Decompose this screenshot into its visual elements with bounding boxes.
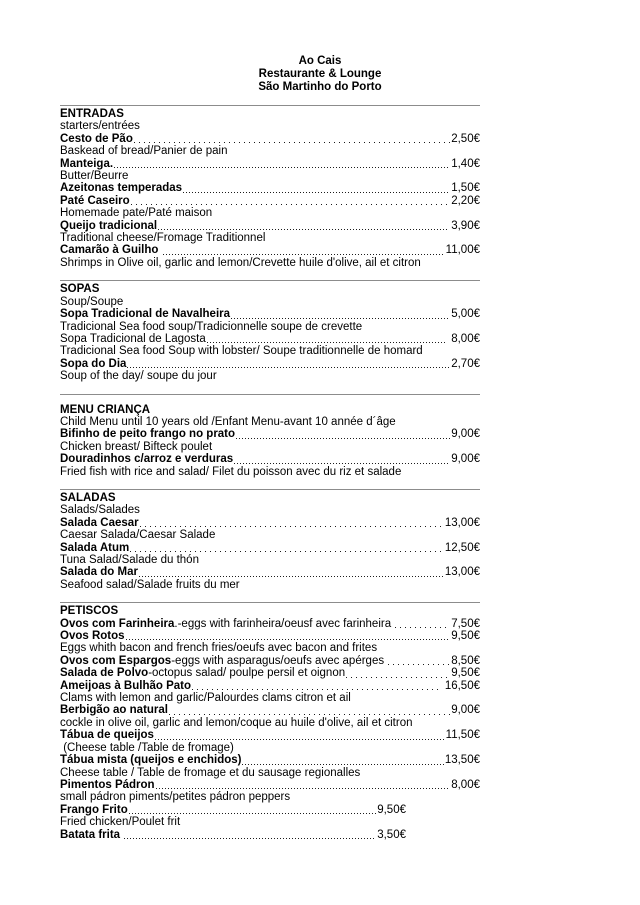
section-entradas — [60, 105, 480, 269]
section-title: MENU CRIANÇA — [60, 403, 151, 416]
item-name: Berbigão ao natural — [60, 704, 168, 717]
menu-item-row — [60, 182, 480, 194]
menu-item-row — [60, 779, 480, 791]
leader-dots — [395, 627, 450, 628]
item-description: Clams with lemon and garlic/Palourdes clams citron et ail — [60, 692, 351, 705]
section-title: ENTRADAS — [60, 108, 124, 120]
section-divider — [60, 280, 480, 281]
leader-dots — [155, 739, 445, 740]
item-description: Seafood salad/Salade fruits du mer — [60, 578, 240, 591]
item-price: 7,50€ — [451, 617, 480, 630]
item-name: Sopa do Dia — [60, 357, 127, 370]
item-price: 13,00€ — [444, 516, 480, 529]
menu-item-row — [60, 195, 480, 207]
item-name: Frango Frito — [60, 803, 128, 816]
section-title: SOPAS — [60, 283, 100, 296]
item-description: Tradicional Sea food soup/Tradicionnelle soupe de crevette — [60, 320, 363, 333]
item-name: Ovos com Espargos — [60, 654, 172, 667]
item-price: 13,00€ — [444, 566, 480, 579]
item-price: 1,40€ — [451, 157, 480, 170]
leader-dots — [129, 813, 377, 814]
leader-dots — [114, 167, 450, 168]
item-name: Ovos com Farinheira — [60, 617, 175, 630]
leader-dots — [183, 192, 450, 193]
item-price: 11,50€ — [445, 729, 480, 742]
restaurant-location: São Martinho do Porto — [258, 81, 382, 93]
item-name: Salada Caesar — [60, 516, 139, 529]
item-name: Manteiga. — [60, 157, 114, 170]
leader-dots — [207, 342, 447, 343]
item-description: small pádron piments/petites pádron peppers — [60, 791, 291, 804]
item-description: Baskead of bread/Panier de pain — [60, 145, 228, 158]
menu-item-row — [60, 754, 480, 766]
section-saladas — [60, 489, 480, 591]
item-description: Soup of the day/ soupe du jour — [60, 370, 217, 383]
item-name: Salada do Mar — [60, 566, 138, 579]
item-price: 8,50€ — [451, 654, 480, 667]
item-name: Cesto de Pão — [60, 132, 133, 145]
section-petiscos — [60, 602, 480, 841]
item-name: Douradinhos c/arroz e verduras — [60, 453, 234, 466]
menu-content — [60, 105, 480, 841]
section-sopas — [60, 280, 480, 382]
item-price: 9,00€ — [451, 428, 480, 441]
menu-item-row — [60, 133, 480, 145]
menu-item-row — [60, 667, 480, 679]
item-price: 2,50€ — [451, 132, 480, 145]
item-description: Fried chicken/Poulet frit — [60, 816, 181, 829]
restaurant-subtitle: Restaurante & Lounge — [258, 68, 382, 80]
leader-dots — [156, 788, 451, 789]
item-price: 9,00€ — [451, 704, 480, 717]
item-name: Bifinho de peito frango no prato — [60, 428, 236, 441]
item-description: Shrimps in Olive oil, garlic and lemon/Crevette huile d'olive, ail et citron — [60, 256, 421, 269]
section-subtitle: starters/entrées — [60, 120, 140, 133]
section-title: SALADAS — [60, 491, 116, 504]
leader-dots — [134, 142, 450, 143]
section-menu-crianca — [60, 394, 480, 478]
menu-item-row — [60, 308, 480, 320]
menu-item-row — [60, 618, 480, 630]
item-price: 9,00€ — [451, 453, 480, 466]
leader-dots — [140, 526, 444, 527]
section-title: PETISCOS — [60, 605, 119, 618]
item-price: 1,50€ — [451, 182, 480, 195]
item-price: 3,50€ — [377, 828, 406, 841]
section-subtitle: Soup/Soupe — [60, 295, 124, 308]
leader-dots — [126, 639, 451, 640]
leader-dots — [346, 677, 450, 678]
menu-item-row — [60, 158, 480, 170]
menu-header — [0, 0, 640, 94]
item-description: (Cheese table /Table de fromage) — [60, 741, 234, 754]
leader-dots — [163, 254, 445, 255]
leader-dots — [169, 714, 450, 715]
item-name: Sopa Tradicional de Navalheira — [60, 308, 231, 321]
item-price: 8,00€ — [448, 332, 480, 345]
section-divider — [60, 602, 480, 603]
item-price: 11,00€ — [445, 244, 480, 257]
section-divider — [60, 489, 480, 490]
menu-item-row — [60, 704, 480, 716]
item-name: Queijo tradicional — [60, 219, 158, 232]
menu-item-row — [60, 655, 480, 667]
item-inline-desc: .-eggs with farinheira/oeusf avec farinheira — [174, 617, 395, 630]
item-price: 3,90€ — [448, 219, 480, 232]
item-price: 16,50€ — [441, 679, 480, 692]
leader-dots — [124, 838, 376, 839]
item-description: Butter/Beurre — [60, 170, 129, 183]
item-name: Ovos Rotos — [60, 630, 125, 643]
menu-item-row — [60, 680, 480, 692]
item-description: Cheese table / Table de fromage et du sausage regionalles — [60, 766, 361, 779]
menu-item-row — [60, 358, 480, 370]
item-name: Tábua de queijos — [60, 729, 154, 742]
item-description: Caesar Salada/Caesar Salade — [60, 529, 216, 542]
item-description: Traditional cheese/Fromage Traditionnel — [60, 232, 266, 245]
item-name: Pimentos Pádron — [60, 778, 155, 791]
menu-item-row — [60, 630, 480, 642]
leader-dots — [131, 204, 451, 205]
item-name: Batata frita — [60, 828, 124, 841]
item-price: 9,50€ — [451, 667, 480, 680]
menu-item-row — [60, 333, 480, 345]
leader-dots — [192, 689, 441, 690]
leader-dots — [127, 367, 450, 368]
item-price: 8,00€ — [451, 778, 480, 791]
menu-item-row — [60, 804, 406, 816]
item-description: cockle in olive oil, garlic and lemon/coque au huile d'olive, ail et citron — [60, 716, 413, 729]
leader-dots — [234, 463, 450, 464]
item-price: 5,00€ — [451, 308, 480, 321]
leader-dots — [242, 764, 443, 765]
item-description: Tradicional Sea food Soup with lobster/ Soupe traditionnelle de homard — [60, 345, 423, 358]
restaurant-name: Ao Cais — [298, 55, 342, 67]
item-price: 2,20€ — [451, 194, 480, 207]
item-price: 13,50€ — [444, 754, 480, 767]
item-price: 12,50€ — [444, 541, 480, 554]
menu-item-row — [60, 453, 480, 465]
section-subtitle: Child Menu until 10 years old /Enfant Menu-avant 10 année d´âge — [60, 415, 396, 428]
item-name: Tábua mista (queijos e enchidos) — [60, 754, 242, 767]
leader-dots — [236, 438, 450, 439]
section-divider — [60, 394, 480, 395]
item-price: 2,70€ — [451, 357, 480, 370]
item-name: Camarão à Guilho — [60, 244, 162, 257]
item-name: Azeitonas temperadas — [60, 182, 183, 195]
item-description: Homemade pate/Paté maison — [60, 207, 213, 220]
item-description: Chicken breast/ Bifteck poulet — [60, 440, 213, 453]
item-description: Eggs whith bacon and french fries/oeufs avec bacon and frites — [60, 642, 378, 655]
leader-dots — [158, 229, 447, 230]
menu-item-row — [60, 244, 480, 256]
item-description: Fried fish with rice and salad/ Filet du poisson avec du riz et salade — [60, 465, 402, 478]
item-price: 9,50€ — [377, 803, 406, 816]
leader-dots — [139, 576, 444, 577]
leader-dots — [130, 551, 444, 552]
item-inline-desc: -eggs with asparagus/oeufs avec apérges — [171, 654, 388, 667]
item-name: Ameijoas à Bulhão Pato — [60, 679, 192, 692]
menu-item-row — [60, 517, 480, 529]
menu-item-row — [60, 542, 480, 554]
item-name: Paté Caseiro — [60, 194, 130, 207]
item-price: 9,50€ — [451, 630, 480, 643]
item-description: Tuna Salad/Salade du thón — [60, 554, 199, 566]
section-divider — [60, 105, 480, 106]
menu-item-row — [60, 220, 480, 232]
menu-item-row — [60, 729, 480, 741]
section-subtitle: Salads/Salades — [60, 504, 140, 517]
item-name: Salada de Polvo — [60, 667, 149, 680]
menu-item-row — [60, 428, 480, 440]
menu-item-row — [60, 566, 480, 578]
leader-dots — [231, 318, 450, 319]
item-name: Salada Atum — [60, 541, 130, 554]
item-inline-desc: -octopus salad/ poulpe persil et oignon — [148, 667, 346, 680]
item-name: Sopa Tradicional de Lagosta — [60, 332, 206, 345]
menu-item-row — [60, 829, 406, 841]
leader-dots — [388, 664, 450, 665]
